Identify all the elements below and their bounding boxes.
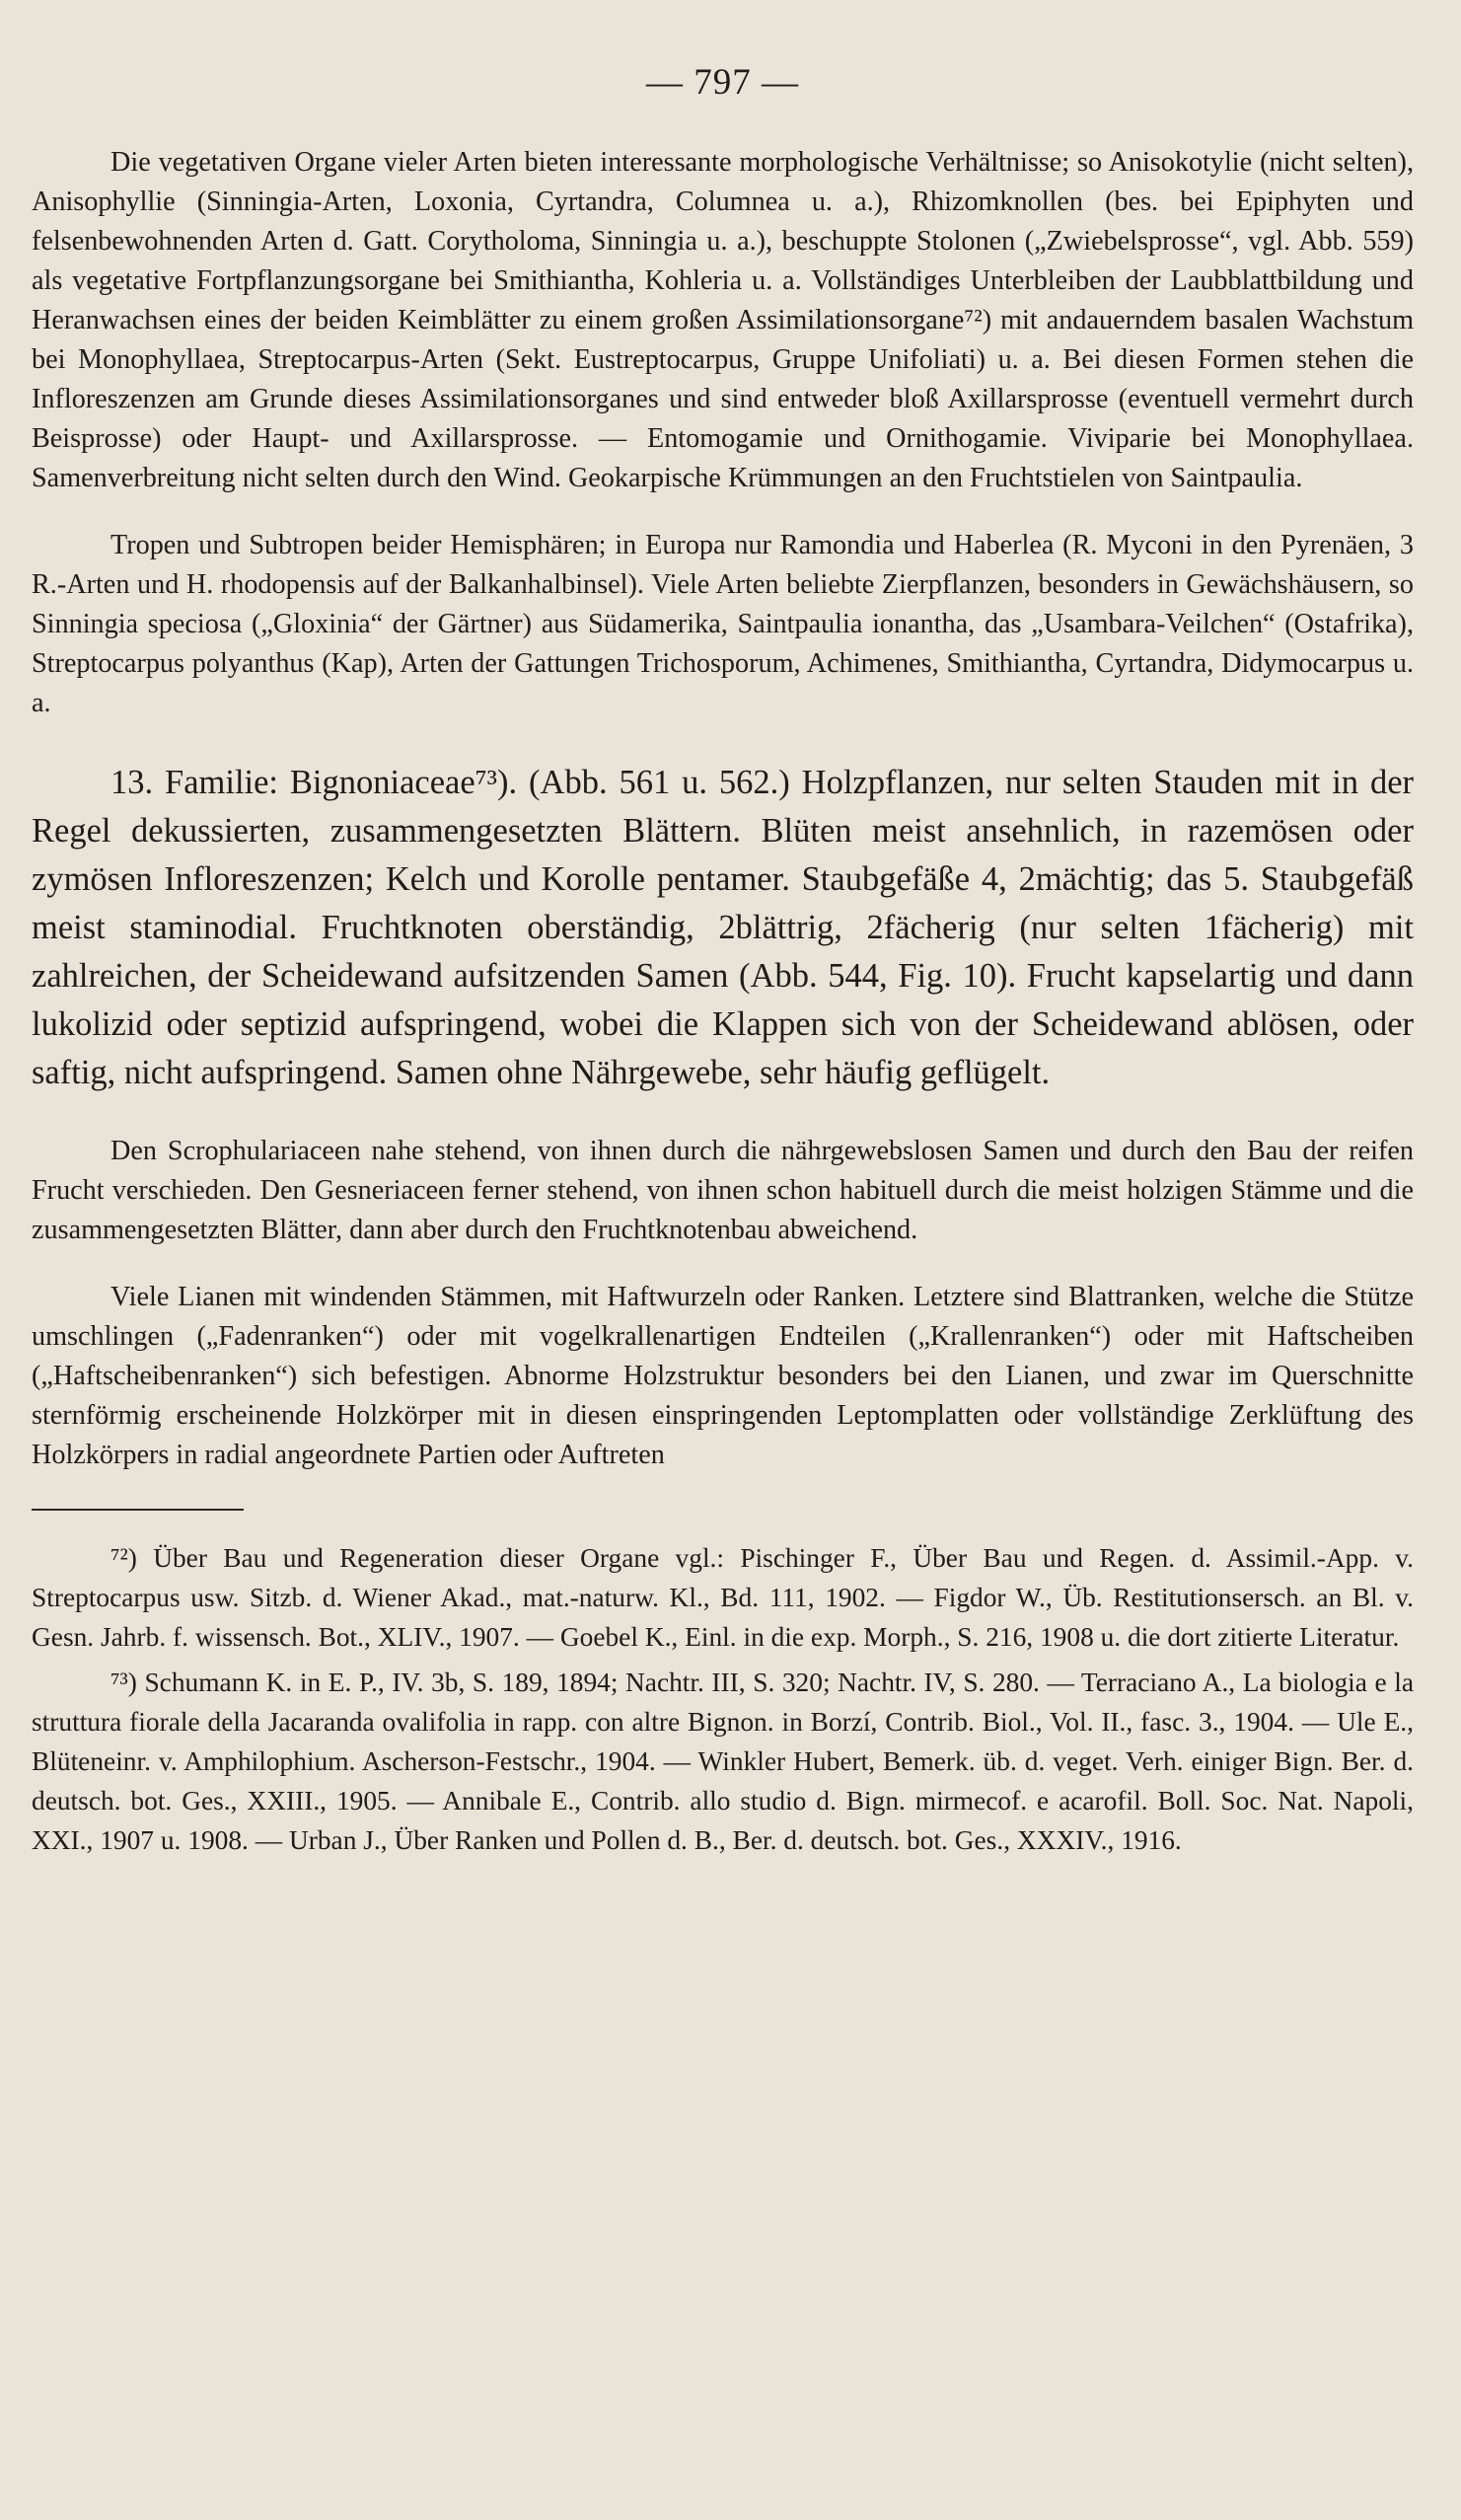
paragraph-distribution: Tropen und Subtropen beider Hemisphären; in Europa nur Ramondia und Haberlea (R. Myconi in den Pyrenäen, 3 R.-Arten und H. rhodopensis auf der Balkanhalbinsel). Viele Arten beliebte Zierpflanzen, besonders in Gewächshäusern, so Sinningia speciosa („Gloxinia“ der Gärtner) aus Südamerika, Saintpaulia ionantha, das „Usambara-Veilchen“ (Ostafrika), Streptocarpus polyanthus (Kap), Arten der Gattungen Trichosporum, Achimenes, Smithiantha, Cyrtandra, Didymocarpus u. a. [32,530,1414,718]
family-heading-bignoniaceae: 13. Familie: Bignoniaceae⁷³). (Abb. 561 u. 562.) Holzpflanzen, nur selten Stauden mit in der Regel dekussierten, zusammengesetzten Blättern. Blüten meist ansehnlich, in razemösen oder zymösen Infloreszenzen; Kelch und Korolle pentamer. Staubgefäße 4, 2mächtig; das 5. Staubgefäß meist staminodial. Fruchtknoten oberständig, 2blättrig, 2fächerig (nur selten 1fächerig) mit zahlreichen, der Scheidewand aufsitzenden Samen (Abb. 544, Fig. 10). Frucht kapselartig und dann lukolizid oder septizid aufspringend, wobei die Klappen sich von der Scheidewand ablösen, oder saftig, nicht aufspringend. Samen ohne Nährgewebe, sehr häufig geflügelt. [32,764,1414,1091]
footnote-divider [32,1509,244,1511]
footnote-72: ⁷²) Über Bau und Regeneration dieser Organe vgl.: Pischinger F., Über Bau und Regen. d. Assimil.-App. v. Streptocarpus usw. Sitzb. d. Wiener Akad., mat.-naturw. Kl., Bd. 111, 1902. — Figdor W., Üb. Restitutionsersch. an Bl. v. Gesn. Jahrb. f. wissensch. Bot., XLIV., 1907. — Goebel K., Einl. in die exp. Morph., S. 216, 1908 u. die dort zitierte Literatur. [32,1542,1414,1652]
paragraph-relationships: Den Scrophulariaceen nahe stehend, von ihnen durch die nährgewebslosen Samen und durch den Bau der reifen Frucht verschieden. Den Gesneriaceen ferner stehend, von ihnen schon habituell durch die meist holzigen Stämme und die zusammengesetzten Blätter, dann aber durch den Fruchtknotenbau abweichend. [32,1135,1414,1245]
paragraph-vegetative-organs: Die vegetativen Organe vieler Arten bieten interessante morphologische Verhältnisse; so Anisokotylie (nicht selten), Anisophyllie (Sinningia-Arten, Loxonia, Cyrtandra, Columnea u. a.), Rhizomknollen (bes. bei Epiphyten und felsenbewohnenden Arten d. Gatt. Corytholoma, Sinningia u. a.), beschuppte Stolonen („Zwiebelsprosse“, vgl. Abb. 559) als vegetative Fortpflanzungsorgane bei Smithiantha, Kohleria u. a. Vollständiges Unterbleiben der Laubblattbildung und Heranwachsen eines der beiden Keimblätter zu einem großen Assimilationsorgane⁷²) mit andauerndem basalen Wachstum bei Monophyllaea, Streptocarpus-Arten (Sekt. Eustreptocarpus, Gruppe Unifoliati) u. a. Bei diesen Formen stehen die Infloreszenzen am Grunde dieses Assimilationsorganes und sind entweder bloß Axillarsprosse (eventuell vermehrt durch Beisprosse) oder Haupt- und Axillarsprosse. — Entomogamie und Ornithogamie. Viviparie bei Monophyllaea. Samenverbreitung nicht selten durch den Wind. Geokarpische Krümmungen an den Fruchtstielen von Saintpaulia. [32,147,1414,493]
footnote-73: ⁷³) Schumann K. in E. P., IV. 3b, S. 189, 1894; Nachtr. III, S. 320; Nachtr. IV, S. 280. — Terraciano A., La biologia e la struttura fiorale della Jacaranda ovalifolia in rapp. con altre Bignon. in Borzí, Contrib. Biol., Vol. II., fasc. 3., 1904. — Ule E., Blüteneinr. v. Amphilophium. Ascherson-Festschr., 1904. — Winkler Hubert, Bemerk. üb. d. veget. Verh. einiger Bign. Ber. d. deutsch. bot. Ges., XXIII., 1905. — Annibale E., Contrib. allo studio d. Bign. mirmecof. e acarofil. Boll. Soc. Nat. Napoli, XXI., 1907 u. 1908. — Urban J., Über Ranken und Pollen d. B., Ber. d. deutsch. bot. Ges., XXXIV., 1916. [32,1667,1414,1855]
page-number: — 797 — [646,62,799,103]
paragraph-lianas: Viele Lianen mit windenden Stämmen, mit Haftwurzeln oder Ranken. Letztere sind Blattranken, welche die Stütze umschlingen („Fadenranken“) oder mit vogelkrallenartigen Endteilen („Krallenranken“) oder mit Haftscheiben („Haftscheibenranken“) sich befestigen. Abnorme Holzstruktur besonders bei den Lianen, und zwar im Querschnitte sternförmig erscheinende Holzkörper mit in diesen einspringenden Leptomplatten oder vollständige Zerklüftung des Holzkörpers in radial angeordnete Partien oder Auftreten [32,1281,1414,1470]
